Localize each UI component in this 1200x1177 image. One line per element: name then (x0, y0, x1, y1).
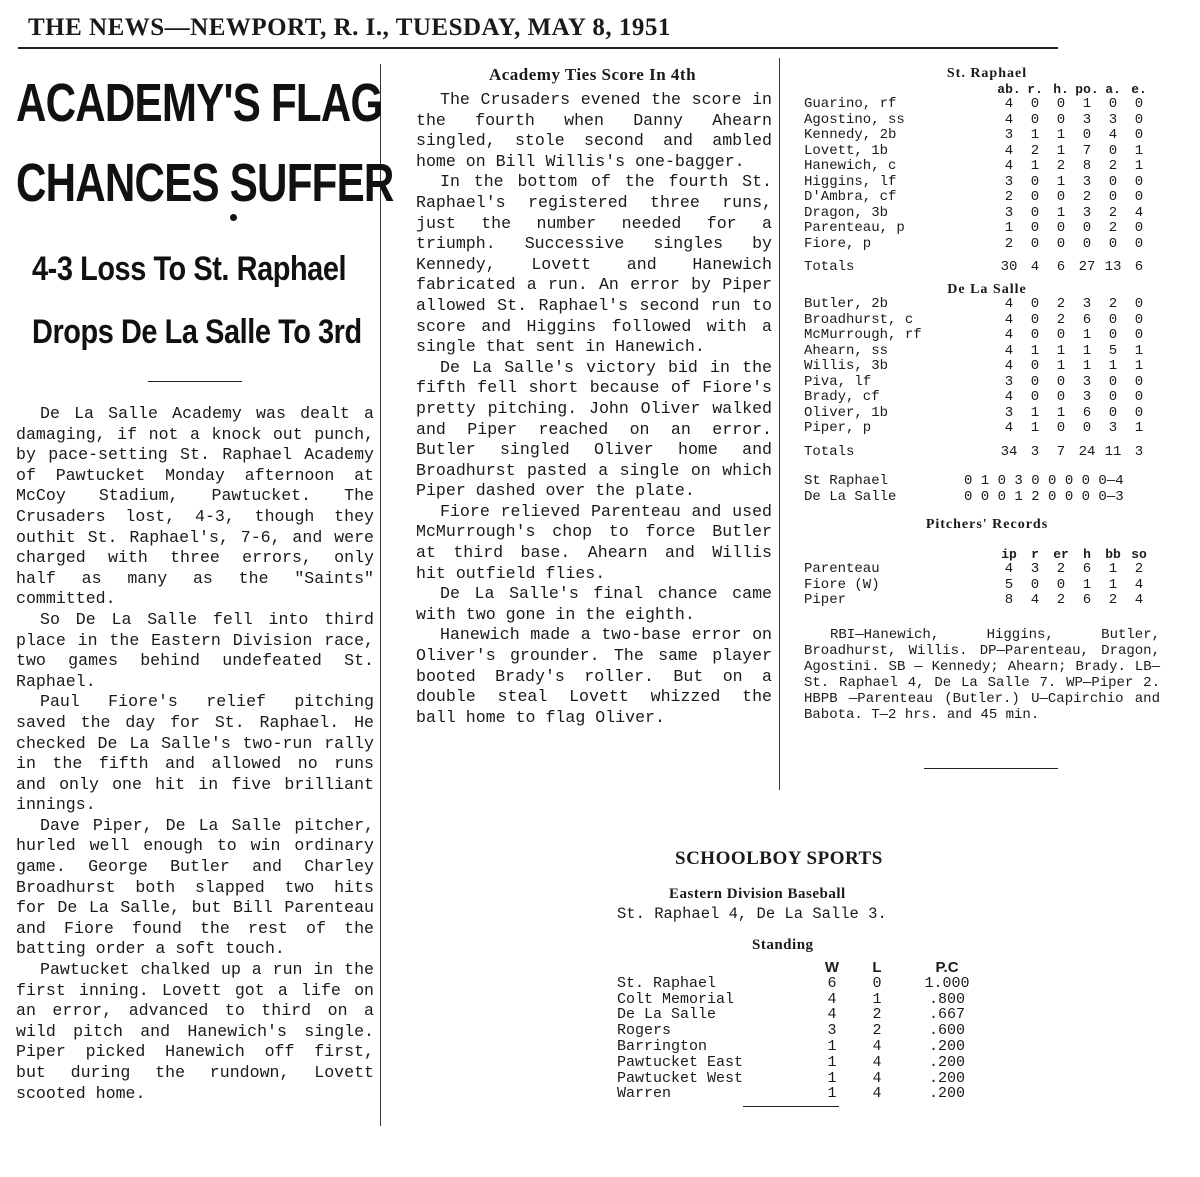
stat-cell: 1 (1082, 342, 1092, 359)
stat-cell: 0 (1134, 373, 1144, 390)
article-paragraph: Pawtucket chalked up a run in the first inning. Lovett got a life on an error, advanced to third on a wild pitch and Hanewich's single. Piper picked Hanewich off first, but during the rundown, Lovett scooted home. (16, 960, 374, 1103)
stat-cell: 0 (1108, 189, 1118, 205)
stat-cell: 2 (1108, 158, 1118, 174)
player-row (804, 159, 1152, 175)
article-paragraph: Fiore relieved Parenteau and used McMurrough's chop to force Butler at third base. Ahearn and Willis hit outfield flies. (416, 501, 772, 583)
article-column-2 (416, 90, 772, 728)
player-row (804, 328, 1152, 344)
column-2-subhead: Academy Ties Score In 4th (488, 65, 697, 84)
stat-cell: 1 (1030, 127, 1040, 143)
stat-cell: 4 (1004, 561, 1014, 577)
percentage: .800 (928, 990, 965, 1008)
player-name: Fiore, p (804, 235, 872, 252)
player-row (804, 297, 1152, 313)
stat-cell: 4 (1004, 96, 1014, 112)
team-name: Pawtucket East (617, 1053, 744, 1071)
wins: 6 (827, 974, 837, 992)
headline-line-1: ACADEMY'S FLAG (16, 73, 383, 133)
wins: 1 (827, 1037, 837, 1055)
stat-cell: 0 (1082, 127, 1092, 143)
article-paragraph: De La Salle's final chance came with two gone in the eighth. (416, 584, 772, 624)
masthead-rule (18, 47, 1058, 49)
stat-cell: 3 (1082, 173, 1092, 190)
standings-table (617, 960, 987, 1102)
stat-cell: 0 (1108, 404, 1118, 421)
team-name: Pawtucket West (617, 1069, 744, 1087)
player-name: Brady, cf (804, 389, 880, 405)
stat-cell: 2 (1056, 561, 1066, 577)
wins: 4 (827, 1006, 837, 1024)
losses: 2 (872, 1006, 882, 1024)
player-name: Agostino, ss (804, 111, 905, 128)
stat-cell: 0 (1030, 576, 1040, 593)
stat-cell: 0 (1108, 96, 1118, 112)
subheadline-line-2: Drops De La Salle To 3rd (32, 313, 362, 351)
stat-cell: 0 (1134, 296, 1144, 312)
stat-cell: 0 (1030, 220, 1040, 236)
line-score-team: De La Salle (804, 488, 897, 505)
stat-cell: 3 (1004, 373, 1014, 390)
stat-cell: 0 (1056, 220, 1066, 236)
subheadline-line-1: 4-3 Loss To St. Raphael (32, 250, 347, 288)
percentage: .200 (928, 1085, 965, 1103)
stat-cell: 4 (1004, 389, 1014, 405)
stat-cell: 0 (1030, 311, 1040, 328)
standings-end-rule (743, 1106, 839, 1107)
player-name: Ahearn, ss (804, 342, 889, 359)
totals-row (804, 437, 1152, 461)
headline-line-2: CHANCES SUFFER (16, 153, 394, 213)
stat-cell: 0 (1134, 327, 1144, 343)
percentage: .600 (928, 1022, 965, 1040)
player-row (804, 375, 1152, 391)
stat-cell: 0 (1134, 389, 1144, 405)
schoolboy-title: SCHOOLBOY SPORTS (675, 848, 883, 869)
player-name: D'Ambra, cf (804, 189, 897, 205)
stat-cell: 27 (1078, 259, 1096, 275)
stat-cell: 0 (1134, 404, 1144, 421)
totals-label: Totals (804, 443, 855, 460)
pitchers-header: ip (1001, 546, 1017, 562)
pitchers-header-row (804, 547, 1152, 563)
stat-cell: 3 (1030, 443, 1040, 460)
stat-cell: 2 (1056, 158, 1066, 174)
stat-cell: 0 (1056, 96, 1066, 112)
st-raphael-table (804, 82, 1152, 276)
player-name: Piper, p (804, 420, 872, 436)
team-name: Warren (617, 1085, 672, 1103)
stat-cell: 0 (1108, 327, 1118, 343)
stat-cell: 0 (1056, 189, 1066, 205)
stat-cell: 3 (1082, 296, 1092, 312)
box-header: r. (1027, 81, 1043, 97)
stat-cell: 7 (1056, 443, 1066, 460)
player-row (804, 144, 1152, 160)
stat-cell: 4 (1004, 342, 1014, 359)
stat-cell: 1 (1056, 342, 1066, 359)
stat-cell: 0 (1108, 373, 1118, 390)
stat-cell: 0 (1082, 420, 1092, 436)
player-row (804, 221, 1152, 237)
player-name: Higgins, lf (804, 173, 897, 190)
article-paragraph: De La Salle Academy was dealt a damaging, if not a knock out punch, by pace-setting St. Raphael Academy of Pawtucket Monday afternoon at McCoy Stadium, Pawtucket. The Crusaders lost, 4-3, though they outhit St. Raphael's, 7-6, and were charged with three errors, only half as many as the "Saints" committed. (16, 404, 374, 609)
article-paragraph: So De La Salle fell into third place in the Eastern Division race, two games behind undefeated St. Raphael. (16, 609, 374, 691)
stat-cell: 4 (1108, 127, 1118, 143)
headline-rule (148, 381, 242, 382)
line-score-row (804, 490, 1170, 506)
stat-cell: 1 (1056, 404, 1066, 421)
stat-cell: 4 (1004, 142, 1014, 159)
pitchers-table (804, 547, 1152, 609)
stat-cell: 11 (1104, 443, 1122, 460)
line-score-innings: 0 1 0 3 0 0 0 0 0—4 (964, 473, 1124, 489)
stat-cell: 1 (1134, 342, 1144, 359)
player-row (804, 113, 1152, 129)
stat-cell: 1 (1082, 358, 1092, 374)
pitchers-header: bb (1105, 546, 1121, 562)
wins: 1 (827, 1069, 837, 1087)
box-score (804, 66, 1170, 723)
losses: 4 (872, 1085, 882, 1103)
stat-cell: 2 (1056, 311, 1066, 328)
box-header: ab. (997, 81, 1021, 97)
standings-row (617, 976, 987, 992)
player-name: Guarino, rf (804, 96, 897, 112)
losses: 4 (872, 1069, 882, 1087)
stat-cell: 3 (1082, 204, 1092, 221)
stat-cell: 1 (1030, 158, 1040, 174)
headline-bullet (230, 214, 237, 221)
stat-cell: 6 (1082, 311, 1092, 328)
player-name: Oliver, 1b (804, 404, 889, 421)
stat-cell: 3 (1030, 561, 1040, 577)
stat-cell: 5 (1004, 576, 1014, 593)
totals-label: Totals (804, 259, 855, 275)
player-row (804, 190, 1152, 206)
player-name: Butler, 2b (804, 296, 889, 312)
stat-cell: 2 (1004, 235, 1014, 252)
stat-cell: 30 (1000, 259, 1018, 275)
stat-cell: 0 (1108, 142, 1118, 159)
stat-cell: 4 (1004, 158, 1014, 174)
pitcher-row (804, 578, 1152, 594)
player-name: Willis, 3b (804, 358, 889, 374)
pitchers-header: r (1031, 546, 1039, 562)
st-raphael-title: St. Raphael (946, 66, 1028, 81)
player-name: Hanewich, c (804, 158, 897, 174)
player-row (804, 344, 1152, 360)
player-row (804, 128, 1152, 144)
stat-cell: 1 (1056, 127, 1066, 143)
article-paragraph: Dave Piper, De La Salle pitcher, hurled well enough to win ordinary game. George Butler and Charley Broadhurst both slapped two hits for De La Salle, but Bill Parenteau and Fiore found the rest of the batting order a soft touch. (16, 815, 374, 959)
player-name: Kennedy, 2b (804, 127, 897, 143)
box-header: h. (1053, 81, 1069, 97)
stat-cell: 0 (1030, 235, 1040, 252)
stat-cell: 3 (1082, 111, 1092, 128)
stat-cell: 4 (1004, 296, 1014, 312)
standings-header: W (824, 959, 840, 976)
stat-cell: 1 (1134, 420, 1144, 436)
stat-cell: 3 (1004, 204, 1014, 221)
team-name: De La Salle (617, 1006, 717, 1024)
standing-title: Standing (752, 937, 814, 953)
losses: 4 (872, 1037, 882, 1055)
article-paragraph: De La Salle's victory bid in the fifth fell short because of Fiore's pretty pitching. John Oliver walked and Piper reached on an error. Butler singled Oliver home and Broadhurst pasted a single on which Piper dashed over the plate. (416, 357, 772, 501)
wins: 1 (827, 1085, 837, 1103)
totals-row (804, 252, 1152, 276)
stat-cell: 8 (1004, 592, 1014, 608)
player-name: Broadhurst, c (804, 311, 914, 328)
box-score-end-rule (924, 768, 1058, 769)
stat-cell: 1 (1108, 358, 1118, 374)
player-row (804, 237, 1152, 253)
de-la-salle-table (804, 297, 1152, 460)
stat-cell: 3 (1004, 404, 1014, 421)
stat-cell: 4 (1004, 327, 1014, 343)
stat-cell: 4 (1134, 576, 1144, 593)
box-header: e. (1131, 81, 1147, 97)
box-header: po. (1075, 81, 1099, 97)
line-score (804, 474, 1170, 505)
losses: 1 (872, 990, 882, 1008)
player-name: McMurrough, rf (804, 327, 922, 343)
box-header: a. (1105, 81, 1121, 97)
stat-cell: 3 (1004, 127, 1014, 143)
stat-cell: 7 (1082, 142, 1092, 159)
player-name: Fiore (W) (804, 576, 880, 593)
stat-cell: 1 (1108, 576, 1118, 593)
stat-cell: 0 (1030, 189, 1040, 205)
masthead: THE NEWS—NEWPORT, R. I., TUESDAY, MAY 8, 1951 (28, 14, 671, 41)
line-score-row (804, 474, 1170, 490)
player-row (804, 206, 1152, 222)
player-row (804, 97, 1152, 113)
stat-cell: 0 (1056, 373, 1066, 390)
stat-cell: 6 (1134, 259, 1144, 275)
standings-header-row (617, 960, 987, 976)
line-score-team: St Raphael (804, 473, 889, 489)
stat-cell: 4 (1030, 592, 1040, 608)
stat-cell: 0 (1030, 111, 1040, 128)
losses: 0 (872, 974, 882, 992)
standings-row (617, 1055, 987, 1071)
stat-cell: 2 (1108, 204, 1118, 221)
stat-cell: 0 (1030, 373, 1040, 390)
stat-cell: 3 (1108, 111, 1118, 128)
team-name: Rogers (617, 1022, 672, 1040)
stat-cell: 5 (1108, 342, 1118, 359)
stat-cell: 0 (1056, 111, 1066, 128)
stat-cell: 0 (1134, 189, 1144, 205)
stat-cell: 34 (1000, 443, 1018, 460)
losses: 2 (872, 1022, 882, 1040)
wins: 3 (827, 1022, 837, 1040)
standings-header: P.C (935, 959, 959, 976)
stat-cell: 8 (1082, 158, 1092, 174)
stat-cell: 0 (1056, 389, 1066, 405)
player-row (804, 175, 1152, 191)
pitchers-title: Pitchers' Records (925, 517, 1049, 532)
stat-cell: 0 (1108, 173, 1118, 190)
article-paragraph: Paul Fiore's relief pitching saved the day for St. Raphael. He checked De La Salle's two-run rally in the fifth and allowed no runs and only one hit in five brilliant innings. (16, 692, 374, 815)
stat-cell: 0 (1134, 311, 1144, 328)
schoolboy-subtitle: Eastern Division Baseball (669, 886, 846, 902)
stat-cell: 2 (1134, 561, 1144, 577)
stat-cell: 1 (1030, 404, 1040, 421)
stat-cell: 0 (1030, 296, 1040, 312)
pitcher-row (804, 562, 1152, 578)
standings-row (617, 1023, 987, 1039)
player-name: Lovett, 1b (804, 142, 889, 159)
stat-cell: 1 (1108, 561, 1118, 577)
stat-cell: 3 (1082, 389, 1092, 405)
stat-cell: 6 (1082, 592, 1092, 608)
stat-cell: 3 (1082, 373, 1092, 390)
line-score-innings: 0 0 0 1 2 0 0 0 0—3 (964, 488, 1124, 505)
stat-cell: 6 (1056, 259, 1066, 275)
stat-cell: 0 (1134, 220, 1144, 236)
stat-cell: 0 (1056, 576, 1066, 593)
stat-cell: 0 (1134, 111, 1144, 128)
percentage: .667 (928, 1006, 965, 1024)
stat-cell: 1 (1082, 327, 1092, 343)
stat-cell: 4 (1004, 358, 1014, 374)
stat-cell: 2 (1108, 296, 1118, 312)
stat-cell: 0 (1108, 311, 1118, 328)
stat-cell: 2 (1082, 189, 1092, 205)
percentage: .200 (928, 1069, 965, 1087)
wins: 4 (827, 990, 837, 1008)
stat-cell: 0 (1056, 235, 1066, 252)
stat-cell: 0 (1134, 96, 1144, 112)
team-name: Colt Memorial (617, 990, 735, 1008)
stat-cell: 0 (1056, 420, 1066, 436)
stat-cell: 0 (1134, 173, 1144, 190)
article-paragraph: Hanewich made a two-base error on Oliver's grounder. The same player booted Brady's roller. But on a double steal Lovett whizzed the ball home to flag Oliver. (416, 625, 772, 727)
player-name: Dragon, 3b (804, 204, 889, 221)
article-paragraph: The Crusaders evened the score in the fourth when Danny Ahearn singled, stole second and ambled home on Bill Willis's one-bagger. (416, 90, 772, 171)
stat-cell: 0 (1030, 204, 1040, 221)
stat-cell: 0 (1082, 220, 1092, 236)
article-column-1 (16, 404, 374, 1104)
stat-cell: 4 (1004, 420, 1014, 436)
stat-cell: 6 (1082, 404, 1092, 421)
stat-cell: 1 (1134, 158, 1144, 174)
stat-cell: 3 (1108, 420, 1118, 436)
standings-row (617, 1039, 987, 1055)
stat-cell: 1 (1134, 358, 1144, 374)
player-row (804, 313, 1152, 329)
stat-cell: 2 (1030, 142, 1040, 159)
column-rule-2 (779, 58, 780, 790)
stat-cell: 24 (1078, 443, 1096, 460)
wins: 1 (827, 1053, 837, 1071)
stat-cell: 2 (1056, 592, 1066, 608)
box-header-row (804, 82, 1152, 98)
player-name: Parenteau (804, 561, 880, 577)
percentage: 1.000 (924, 974, 970, 992)
standings-header: L (872, 959, 882, 976)
stat-cell: 2 (1056, 296, 1066, 312)
de-la-salle-title: De La Salle (947, 281, 1027, 297)
stat-cell: 2 (1108, 220, 1118, 236)
stat-cell: 4 (1134, 592, 1144, 608)
pitchers-header: so (1131, 546, 1147, 562)
losses: 4 (872, 1053, 882, 1071)
standings-row (617, 992, 987, 1008)
pitchers-header: h (1083, 546, 1091, 562)
stat-cell: 0 (1134, 127, 1144, 143)
stat-cell: 1 (1056, 173, 1066, 190)
stat-cell: 1 (1056, 142, 1066, 159)
stat-cell: 2 (1108, 592, 1118, 608)
stat-cell: 6 (1082, 561, 1092, 577)
pitchers-header: er (1053, 546, 1069, 562)
stat-cell: 0 (1082, 235, 1092, 252)
stat-cell: 4 (1004, 111, 1014, 128)
team-name: St. Raphael (617, 974, 717, 992)
stat-cell: 0 (1108, 389, 1118, 405)
player-name: Piva, lf (804, 373, 872, 390)
stat-cell: 3 (1134, 443, 1144, 460)
column-rule-1 (380, 64, 381, 1126)
stat-cell: 0 (1108, 235, 1118, 252)
stat-cell: 1 (1082, 576, 1092, 593)
player-row (804, 390, 1152, 406)
stat-cell: 4 (1004, 311, 1014, 328)
stat-cell: 4 (1134, 204, 1144, 221)
stat-cell: 0 (1134, 235, 1144, 252)
stat-cell: 13 (1104, 259, 1122, 275)
percentage: .200 (928, 1037, 965, 1055)
stat-cell: 1 (1056, 358, 1066, 374)
stat-cell: 3 (1004, 173, 1014, 190)
stat-cell: 0 (1030, 389, 1040, 405)
player-row (804, 421, 1152, 437)
stat-cell: 0 (1030, 96, 1040, 112)
stat-cell: 1 (1134, 142, 1144, 159)
player-row (804, 359, 1152, 375)
stat-cell: 0 (1030, 327, 1040, 343)
player-name: Parenteau, p (804, 220, 905, 236)
article-paragraph: In the bottom of the fourth St. Raphael's registered three runs, just the number needed for a triumph. Successive singles by Kennedy, Lovett and Hanewich fabricated a run. An error by Piper allowed St. Raphael's second run to score and Higgins followed with a single that sent in Hanewich. (416, 172, 772, 357)
stat-cell: 0 (1030, 173, 1040, 190)
box-score-notes: RBI—Hanewich, Higgins, Butler, Broadhurst, Willis. DP—Parenteau, Dragon, Agostini. SB — Kennedy; Ahearn; Brady. LB—St. Raphael 4, De La Salle 7. WP—Piper 2. HBPB —Parenteau (Butler.) U—Capirchio and Babota. T—2 hrs. and 45 min. (804, 626, 1160, 723)
player-name: Piper (804, 592, 847, 608)
team-name: Barrington (617, 1037, 708, 1055)
percentage: .200 (928, 1053, 965, 1071)
stat-cell: 1 (1030, 342, 1040, 359)
pitcher-row (804, 593, 1152, 609)
player-row (804, 406, 1152, 422)
stat-cell: 1 (1030, 420, 1040, 436)
stat-cell: 1 (1056, 204, 1066, 221)
standings-row (617, 1007, 987, 1023)
standings-row (617, 1071, 987, 1087)
standings-row (617, 1086, 987, 1102)
stat-cell: 1 (1082, 96, 1092, 112)
stat-cell: 1 (1004, 220, 1014, 236)
stat-cell: 2 (1004, 189, 1014, 205)
schoolboy-result: St. Raphael 4, De La Salle 3. (617, 905, 887, 923)
stat-cell: 0 (1030, 358, 1040, 374)
stat-cell: 4 (1030, 259, 1040, 275)
stat-cell: 0 (1056, 327, 1066, 343)
